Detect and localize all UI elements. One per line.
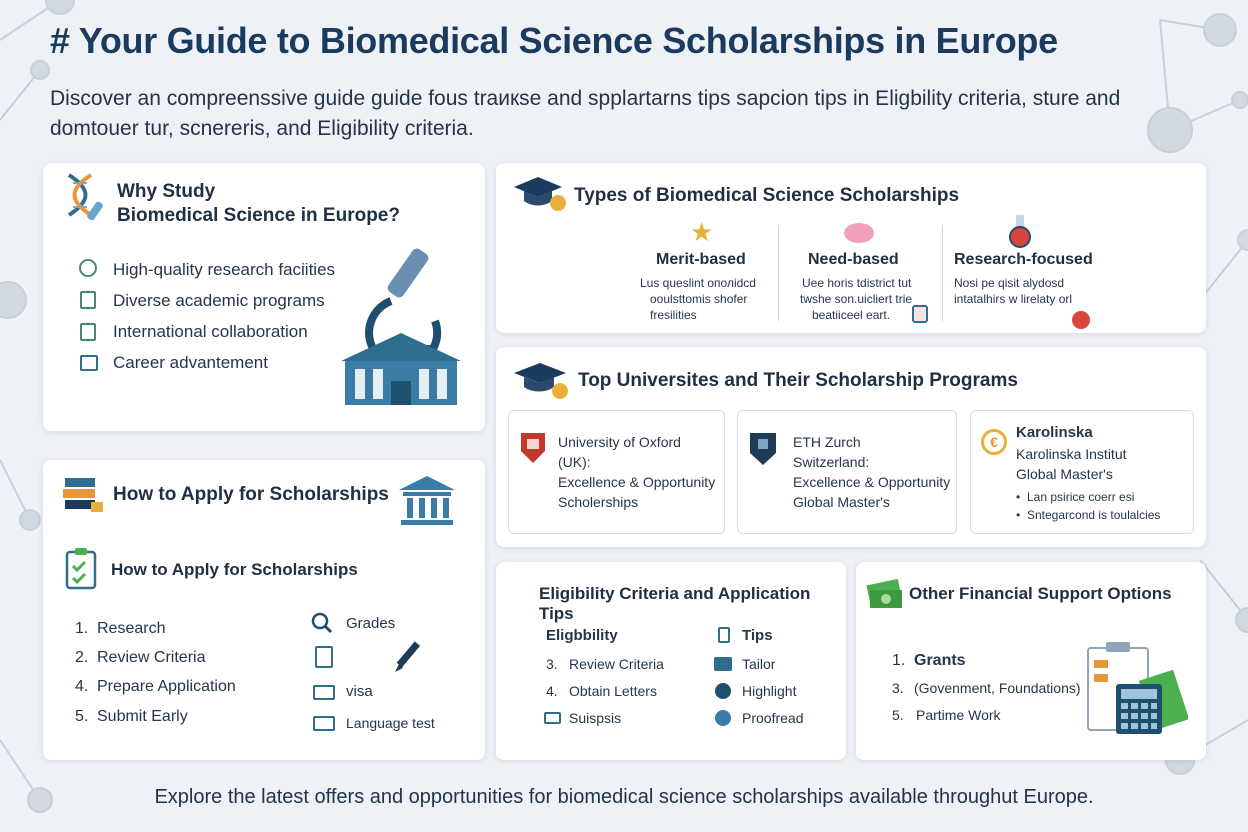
pen-icon	[393, 640, 423, 674]
step-number: 2.	[75, 649, 89, 666]
microscope-building-icon	[335, 241, 467, 407]
why-study-card	[43, 163, 485, 431]
why-item: High-quality research faciities	[113, 260, 336, 279]
intro-paragraph: Discover an compreenssive guide guide fous traикse and spplartarns tips sapcion tips in Eligbility criteria, sture and domtouer tur, scnereris, and Eligibility criteria.	[50, 87, 1121, 140]
universities-card	[496, 347, 1206, 547]
tailor-icon	[714, 657, 732, 671]
tip-item: Highlight	[742, 683, 797, 699]
financial-card	[856, 562, 1206, 760]
collaboration-icon	[80, 323, 96, 341]
envelope-icon	[544, 712, 561, 724]
karolinska-bullet: Lan psirice coerr esi	[1027, 490, 1135, 504]
step-number: 4.	[75, 678, 89, 695]
apply-heading: How to Apply for Scholarships	[113, 484, 389, 505]
step-text: Submit Early	[97, 708, 188, 725]
envelope-icon	[313, 716, 335, 731]
financial-item: (Govenment, Foundations)	[914, 680, 1081, 696]
institution-icon	[397, 474, 457, 526]
eth-line: ETH Zurch	[793, 434, 861, 450]
type-desc: Uee horis tdistrict tut	[802, 276, 912, 290]
doc-language: Language test	[346, 715, 435, 731]
flask-badge-icon	[912, 305, 928, 323]
types-heading: Types of Biomedical Science Scholarships	[574, 185, 960, 206]
karolinska-bullet: Sntegarcond is toulalcies	[1027, 508, 1161, 522]
eligibility-title: Eligbbility	[546, 627, 618, 644]
checklist-icon	[65, 548, 97, 590]
dna-icon	[61, 171, 107, 231]
step-text: Review Criteria	[97, 649, 206, 666]
type-desc: twshe son.uicliert trie	[800, 292, 913, 306]
type-desc: ooulsttomis shofer	[650, 292, 748, 306]
column-divider	[778, 225, 779, 321]
graduation-cap-icon	[512, 363, 568, 401]
financial-num: 1.	[892, 652, 906, 669]
document-icon	[315, 646, 333, 668]
type-title: Research-focused	[954, 251, 1093, 268]
step-text: Prepare Application	[97, 678, 236, 695]
money-icon	[866, 576, 906, 612]
karolinska-line: Karolinska Institut	[1016, 446, 1127, 462]
step-number: 5.	[75, 708, 89, 725]
eth-box	[737, 410, 957, 534]
oxford-crest-icon	[521, 433, 545, 463]
oxford-line: (UK):	[558, 454, 591, 470]
doc-visa: visa	[346, 683, 373, 700]
types-table	[620, 213, 1098, 333]
footer-text: Explore the latest offers and opportunities for biomedical science scholarships available throughut Europe.	[154, 786, 1094, 808]
career-icon	[80, 355, 98, 371]
eligibility-card	[496, 562, 846, 760]
calculator-icon	[1086, 640, 1188, 740]
eligibility-item: Obtain Letters	[569, 683, 657, 699]
type-desc: Nosi pe qisit alydosd	[954, 276, 1065, 290]
eligibility-heading: Eligibility Criteria and Application Tips	[539, 584, 811, 623]
financial-num: 5.	[892, 707, 904, 723]
oxford-box	[508, 410, 725, 534]
eth-line: Global Master's	[793, 494, 890, 510]
award-badge-icon	[1072, 311, 1090, 329]
books-icon	[63, 474, 105, 514]
page-title: # Your Guide to Biomedical Science Scholarships in Europe	[50, 20, 1058, 61]
type-desc: fresilities	[650, 308, 697, 322]
tips-title: Tips	[742, 627, 773, 644]
eligibility-num: 4.	[546, 683, 558, 699]
highlight-icon	[715, 683, 731, 699]
eligibility-num: 3.	[546, 656, 558, 672]
eligibility-item: Review Criteria	[569, 656, 664, 672]
oxford-line: Excellence & Opportunity	[558, 474, 716, 490]
type-desc: Lus queslint ополіdcd	[640, 276, 756, 290]
type-title: Merit-based	[656, 251, 746, 268]
envelope-icon	[313, 685, 335, 700]
type-title: Need-based	[808, 251, 899, 268]
eligibility-item: Suispsis	[569, 710, 622, 726]
financial-num: 3.	[892, 680, 904, 696]
type-desc: intatalhirs w lirelaty orl	[954, 292, 1073, 306]
bullet: •	[1016, 508, 1021, 522]
type-desc: beatiiceel eart.	[812, 308, 891, 322]
why-heading-line2: Biomedical Science in Europe?	[117, 205, 400, 226]
apply-card	[43, 460, 485, 760]
financial-heading: Other Financial Support Options	[909, 584, 1172, 603]
research-icon	[79, 259, 97, 277]
programs-icon	[80, 291, 96, 309]
euro-icon: €	[981, 429, 1007, 455]
universities-heading: Top Universites and Their Scholarship Programs	[578, 370, 1018, 391]
apply-subheading: How to Apply for Scholarships	[111, 560, 358, 579]
oxford-line: University of Oxford	[558, 434, 681, 450]
karolinska-line: Global Master's	[1016, 466, 1113, 482]
step-text: Research	[97, 620, 166, 637]
financial-item: Grants	[914, 652, 966, 669]
tip-item: Proofread	[742, 710, 804, 726]
search-icon	[311, 612, 333, 634]
piggy-bank-icon	[844, 223, 874, 243]
financial-item: Partime Work	[916, 707, 1001, 723]
eth-line: Switzerland:	[793, 454, 870, 470]
graduation-cap-icon	[512, 177, 566, 213]
why-heading-line1: Why Study	[117, 181, 216, 202]
types-card	[496, 163, 1206, 333]
flask-icon	[1008, 215, 1032, 249]
oxford-line: Scholerships	[558, 494, 639, 510]
why-item: Career advantement	[113, 353, 268, 372]
step-number: 1.	[75, 620, 89, 637]
clipboard-icon	[718, 627, 730, 643]
why-item: Diverse academic programs	[113, 291, 325, 310]
star-icon: ★	[690, 217, 714, 247]
why-item: International collaboration	[113, 322, 308, 341]
doc-grades: Grades	[346, 615, 396, 632]
karolinska-box	[970, 410, 1194, 534]
karolinska-title: Karolinska	[1016, 424, 1093, 441]
eth-crest-icon	[750, 433, 776, 465]
bullet: •	[1016, 490, 1021, 504]
eth-line: Excellence & Opportunity	[793, 474, 951, 490]
column-divider	[942, 225, 943, 321]
tip-item: Tailor	[742, 656, 776, 672]
proofread-icon	[715, 710, 731, 726]
